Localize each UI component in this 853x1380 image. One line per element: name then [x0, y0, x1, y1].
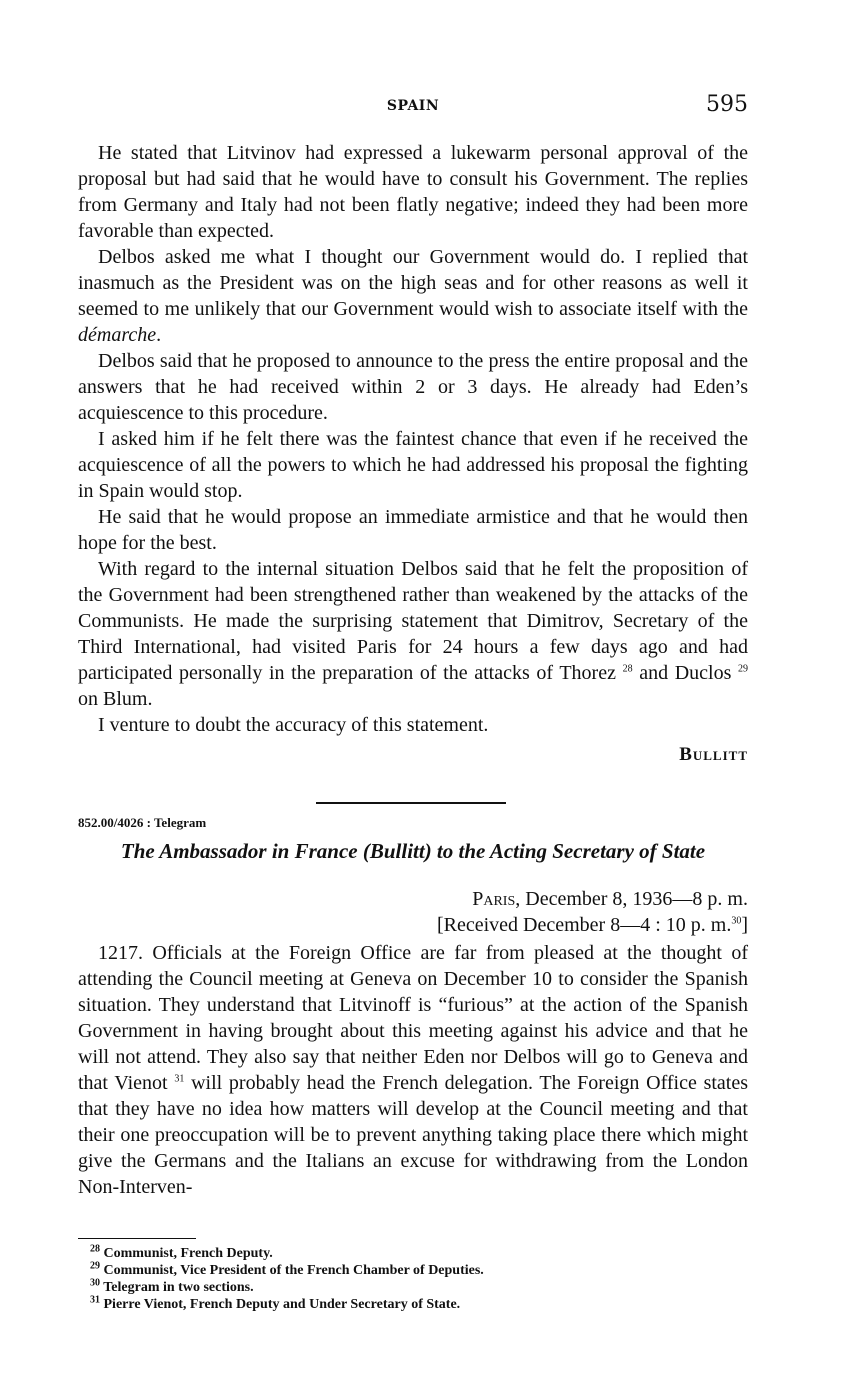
- place: Paris: [472, 888, 516, 910]
- paragraph-text: .: [156, 324, 162, 346]
- footnote-ref: 28: [622, 663, 633, 675]
- footnote-ref: 31: [174, 1073, 185, 1085]
- paragraph-text: on Blum.: [78, 688, 153, 710]
- footnote-text: Communist, Vice President of the French Chamber of Deputies.: [100, 1263, 484, 1278]
- paragraph: I asked him if he felt there was the faintest chance that even if he received the acquiescence of all the powers to which he had addressed his proposal the fighting in Spain would stop.: [78, 428, 748, 502]
- paragraph: He said that he would propose an immediate armistice and that he would then hope for the best.: [78, 506, 748, 554]
- footnote-divider: [78, 1238, 196, 1239]
- footnotes: [90, 1245, 484, 1313]
- footnote-ref: 29: [738, 663, 749, 675]
- footnote-ref: 30: [731, 915, 742, 927]
- footnote-text: Pierre Vienot, French Deputy and Under Secretary of State.: [100, 1297, 461, 1312]
- dateline: [248, 886, 748, 938]
- paragraph-text: With regard to the internal situation Delbos said that he felt the proposition of the Government had been strengthened rather than weakened by the attacks of the Communists. He made the surprising statement that Dimitrov, Secretary of the Third International, had visited Paris for 24 hours a few days ago and had participated personally in the preparation of the attacks of Thorez: [78, 558, 748, 684]
- paragraph: [78, 244, 748, 348]
- paragraph: Delbos said that he proposed to announce to the press the entire proposal and the answers that he had received within 2 or 3 days. He already had Eden’s acquiescence to this procedure.: [78, 350, 748, 424]
- running-head: SPAIN: [386, 98, 440, 114]
- footnote-text: Telegram in two sections.: [100, 1280, 254, 1295]
- paragraph: [78, 940, 748, 1200]
- paragraph: [78, 556, 748, 712]
- bracket-close: ]: [741, 914, 748, 936]
- continuation-text: [78, 140, 748, 768]
- sent-date: , December 8, 1936—8 p. m.: [515, 888, 748, 910]
- signature: Bullitt: [679, 744, 748, 765]
- footnote: [90, 1279, 484, 1296]
- file-reference: 852.00/4026 : Telegram: [78, 815, 207, 830]
- page-number: 595: [706, 92, 748, 117]
- document-title: The Ambassador in France (Bullitt) to the Acting Secretary of State: [120, 839, 706, 863]
- section-divider: [316, 802, 506, 804]
- received-date: [Received December 8—4 : 10 p. m.: [436, 914, 732, 936]
- paragraph-text: 1217. Officials at the Foreign Office are far from pleased at the thought of attending the Council meeting at Geneva on December 10 to consider the Spanish situation. They understand that Litvinoff is “furious” at the action of the Spanish Government in having brought about this meeting against his advice and that he will not attend. They also say that neither Eden nor Delbos will go to Geneva and that Vienot: [78, 942, 748, 1094]
- telegram-text: [78, 940, 748, 1200]
- paragraph-text: will probably head the French delegation. The Foreign Office states that they have no idea how matters will develop at the Council meeting and that their one preoccupation will be to prevent anything taking place there which might give the Germans and the Italians an excuse for withdrawing from the London Non-Interven-: [78, 1072, 749, 1198]
- footnote: [90, 1296, 484, 1313]
- footnote: [90, 1245, 484, 1262]
- footnote-mark: 31: [90, 1294, 100, 1306]
- paragraph: He stated that Litvinov had expressed a lukewarm personal approval of the proposal but had said that he would have to consult his Government. The replies from Germany and Italy had not been flatly negative; indeed they had been more favorable than expected.: [78, 142, 748, 242]
- footnote-text: Communist, French Deputy.: [100, 1246, 273, 1261]
- emphasis-text: démarche: [78, 324, 157, 346]
- footnote-mark: 30: [90, 1277, 100, 1289]
- received-line: [248, 912, 748, 938]
- footnote-mark: 28: [90, 1243, 100, 1255]
- sent-line: [248, 886, 748, 912]
- paragraph-text: Delbos asked me what I thought our Government would do. I replied that inasmuch as the President was on the high seas and for other reasons as well it seemed to me unlikely that our Government would wish to associate itself with the: [78, 246, 748, 320]
- paragraph: I venture to doubt the accuracy of this statement.: [98, 714, 489, 736]
- footnote: [90, 1262, 484, 1279]
- footnote-mark: 29: [90, 1260, 100, 1272]
- paragraph-text: and Duclos: [632, 662, 732, 684]
- page-header: [78, 92, 748, 122]
